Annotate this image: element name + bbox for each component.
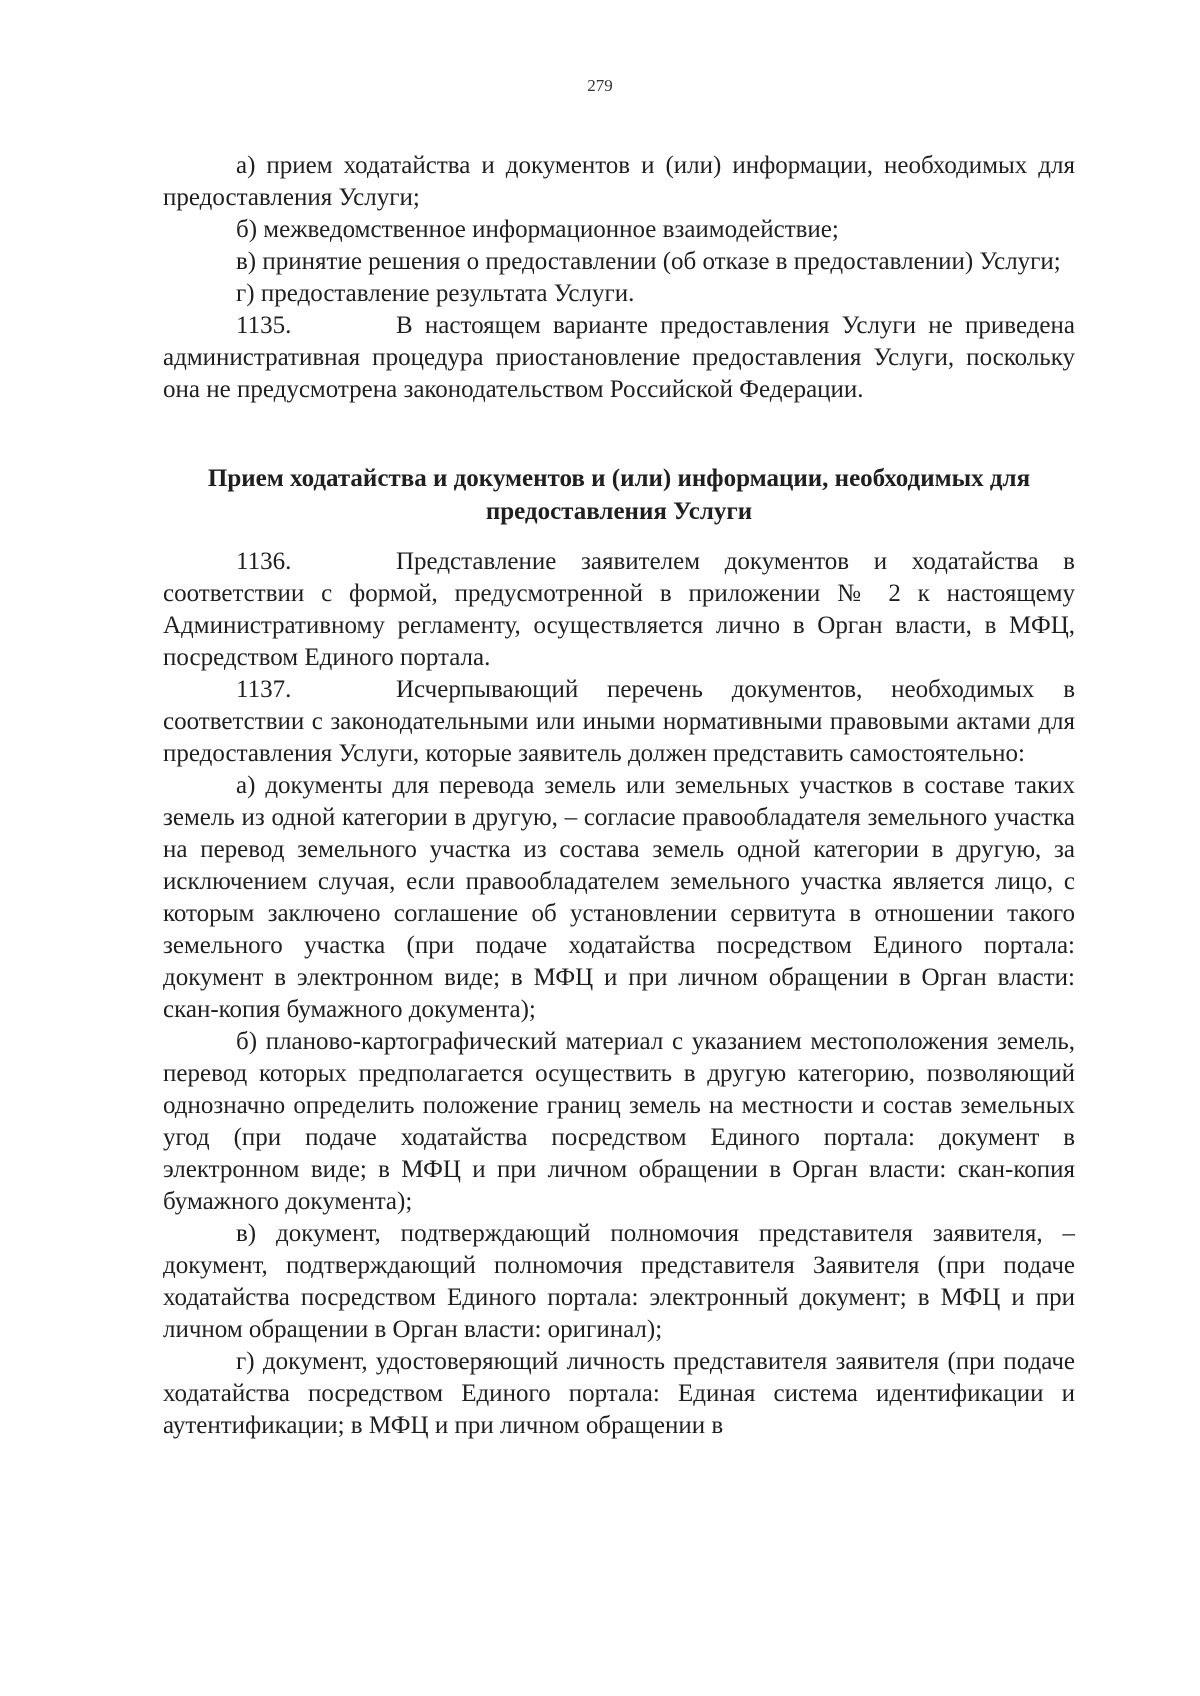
paragraph-1136 [163, 546, 1075, 674]
list-item-v: в) принятие решения о предоставлении (об отказе в предоставлении) Услуги; [236, 248, 1061, 275]
doc-item-v: в) документ, подтверждающий полномочия представителя заявителя, – документ, подтверждающий полномочия представителя Заявителя (при подаче ходатайства посредством Единого портала: электронный документ; в МФЦ и при личном обращении в Орган власти: оригинал); [163, 1220, 1075, 1343]
paragraph-number: 1135. [236, 312, 292, 339]
paragraph-text: В настоящем варианте предоставления Услуги не приведена административная процедура приостановление предоставления Услуги, поскольку она не предусмотрена законодательством Российской Федерации. [163, 312, 1075, 403]
list-item-b: б) межведомственное информационное взаимодействие; [236, 216, 839, 243]
paragraph-text: Исчерпывающий перечень документов, необходимых в соответствии с законодательными или иными нормативными правовыми актами для предоставления Услуги, которые заявитель должен представить самостоятельно: [163, 676, 1075, 767]
list-item-g: г) предоставление результата Услуги. [236, 280, 635, 307]
paragraph-1137 [163, 674, 1075, 770]
document-body [163, 150, 1075, 1442]
list-item-a: а) прием ходатайства и документов и (или) информации, необходимых для предоставления Услуги; [163, 152, 1075, 211]
paragraph-number: 1137. [236, 676, 292, 703]
paragraph-1135 [163, 310, 1075, 406]
doc-item-g: г) документ, удостоверяющий личность представителя заявителя (при подаче ходатайства посредством Единого портала: Единая система идентификации и аутентификации; в МФЦ и при личном обращении в [163, 1348, 1075, 1439]
section-heading: Прием ходатайства и документов и (или) информации, необходимых для предоставления Услуги [207, 465, 1031, 525]
doc-item-a: а) документы для перевода земель или земельных участков в составе таких земель из одной категории в другую, – согласие правообладателя земельного участка на перевод земельного участка из состава земель одной категории в другую, за исключением случая, если правообладателем земельного участка является лицо, с которым заключено соглашение об установлении сервитута в отношении такого земельного участка (при подаче ходатайства посредством Единого портала: документ в электронном виде; в МФЦ и при личном обращении в Орган власти: скан-копия бумажного документа); [163, 772, 1075, 1023]
paragraph-text: Представление заявителем документов и ходатайства в соответствии с формой, предусмотренной в приложении № 2 к настоящему Административному регламенту, осуществляется лично в Орган власти, в МФЦ, посредством Единого портала. [163, 548, 1075, 671]
paragraph-number: 1136. [236, 548, 292, 575]
page-number: 279 [587, 76, 613, 95]
doc-item-b: б) планово-картографический материал с указанием местоположения земель, перевод которых предполагается осуществить в другую категорию, позволяющий однозначно определить положение границ земель на местности и состав земельных угод (при подаче ходатайства посредством Единого портала: документ в электронном виде; в МФЦ и при личном обращении в Орган власти: скан-копия бумажного документа); [163, 1028, 1075, 1215]
